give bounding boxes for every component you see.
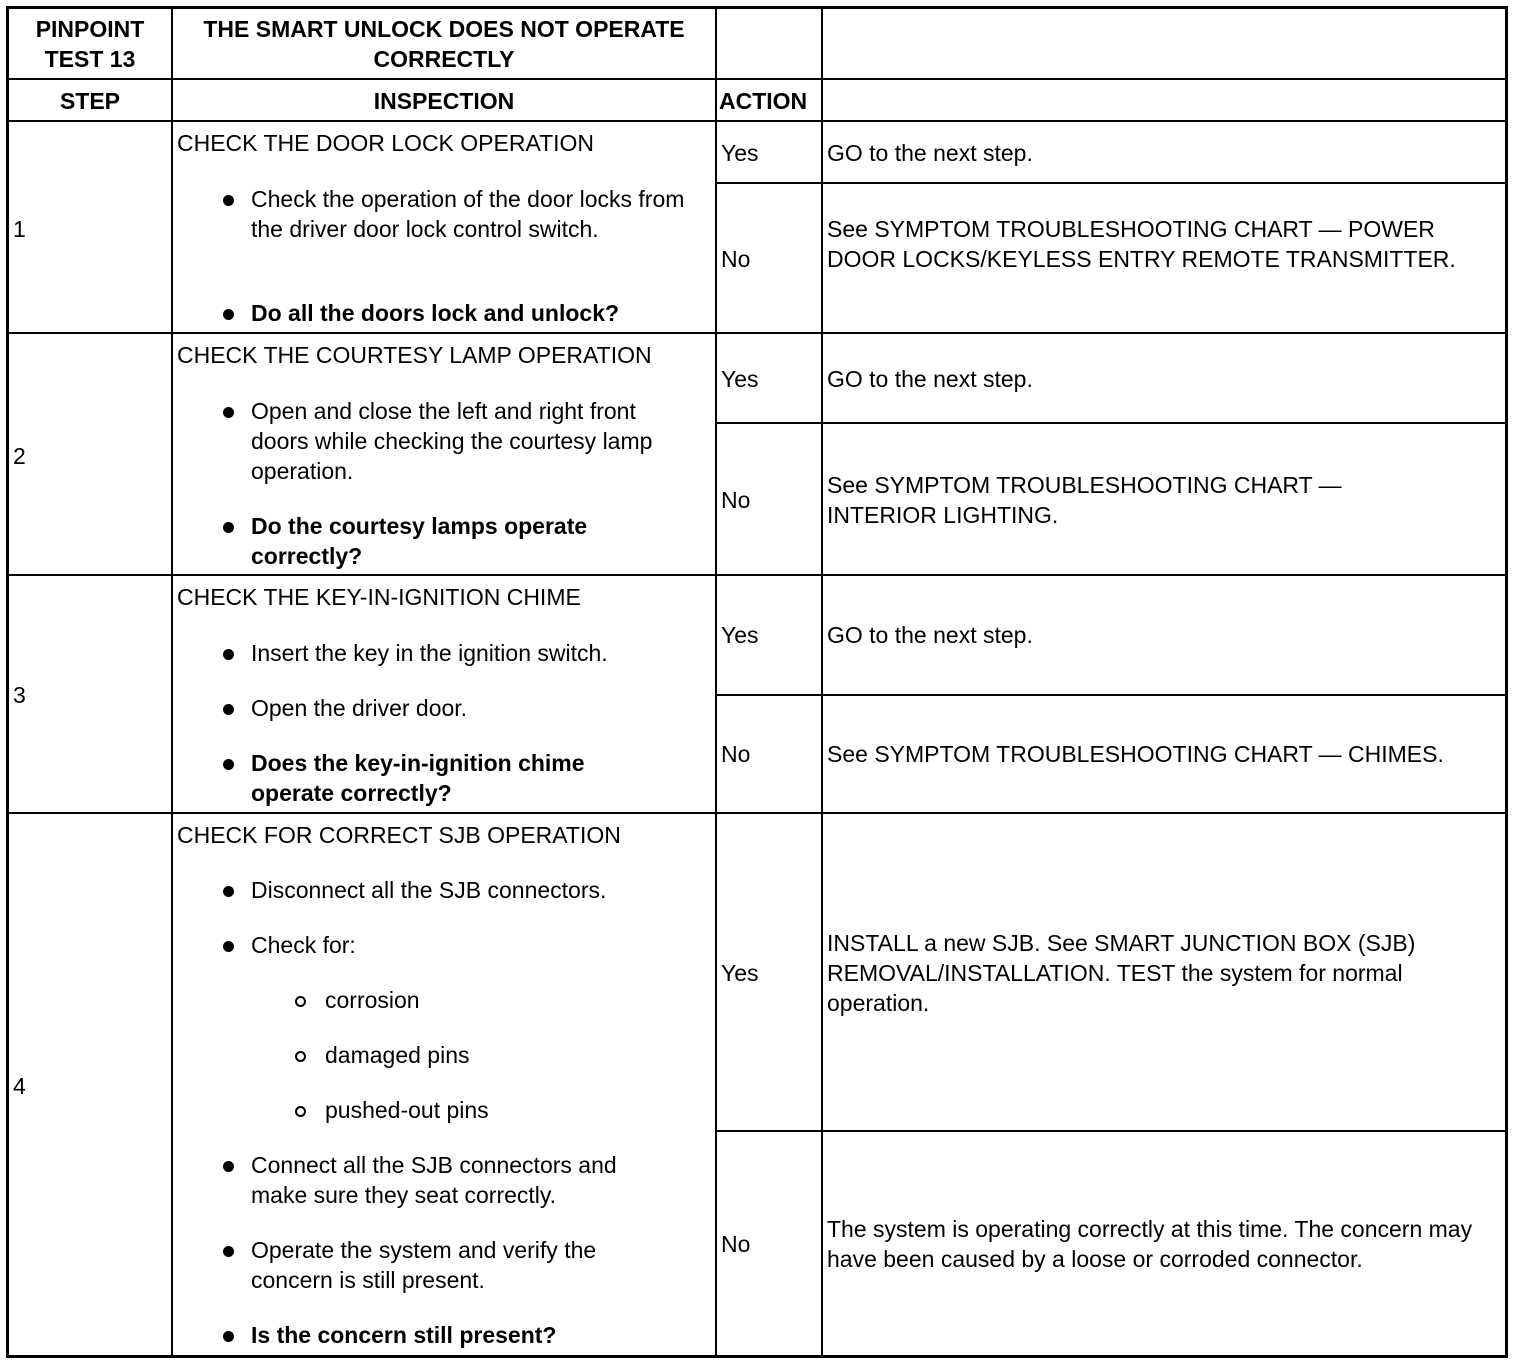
column-divider [715,9,717,1355]
inspection-question: Do all the doors lock and unlock? [251,300,620,326]
bullet-icon [223,407,234,418]
test-id: PINPOINT TEST 13 [35,16,145,72]
yes-action: INSTALL a new SJB. See SMART JUNCTION BOX (SJB) REMOVAL/INSTALLATION. TEST the system for normal operation. [827,930,1416,1016]
step-number: 1 [13,216,26,242]
bullet-icon [223,941,234,952]
yes-label: Yes [721,366,759,392]
yes-no-divider [715,182,1505,184]
row-divider [9,812,1505,814]
no-action: See SYMPTOM TROUBLESHOOTING CHART — CHIMES. [827,741,1444,767]
pinpoint-test-table [6,6,1508,1358]
sub-bullet-icon [295,996,306,1007]
yes-no-divider [715,422,1505,424]
no-action: The system is operating correctly at this time. The concern may have been caused by a loose or corroded connector. [827,1216,1473,1272]
inspection-bullet: Disconnect all the SJB connectors. [251,877,607,903]
bullet-icon [223,195,234,206]
inspection-sub-bullet: damaged pins [325,1042,470,1068]
inspection-sub-bullet: corrosion [325,987,420,1013]
no-label: No [721,487,751,513]
step-title: CHECK THE KEY-IN-IGNITION CHIME [177,584,581,610]
step-title: CHECK FOR CORRECT SJB OPERATION [177,822,621,848]
inspection-bullet: Open the driver door. [251,695,468,721]
bullet-icon [223,886,234,897]
no-label: No [721,246,751,272]
row-divider [9,574,1505,576]
sub-bullet-icon [295,1051,306,1062]
inspection-sub-bullet: pushed-out pins [325,1097,489,1123]
row-divider [9,120,1505,122]
no-action: See SYMPTOM TROUBLESHOOTING CHART — POWER DOOR LOCKS/KEYLESS ENTRY REMOTE TRANSMITTER. [827,216,1456,272]
row-divider [9,332,1505,334]
bullet-icon [223,522,234,533]
step-number: 2 [13,443,26,469]
step-title: CHECK THE DOOR LOCK OPERATION [177,130,595,156]
inspection-bullet: Connect all the SJB connectors and make sure they seat correctly. [251,1152,617,1208]
bullet-icon [223,704,234,715]
bullet-icon [223,1331,234,1342]
yes-label: Yes [721,622,759,648]
no-action: See SYMPTOM TROUBLESHOOTING CHART — INTERIOR LIGHTING. [827,472,1342,528]
inspection-question: Do the courtesy lamps operate correctly? [251,513,588,569]
bullet-icon [223,1246,234,1257]
no-label: No [721,1231,751,1257]
bullet-icon [223,759,234,770]
yes-label: Yes [721,960,759,986]
bullet-icon [223,1161,234,1172]
column-divider [821,9,823,1355]
inspection-bullet: Check for: [251,932,356,958]
yes-label: Yes [721,140,759,166]
yes-no-divider [715,1130,1505,1132]
yes-action: GO to the next step. [827,366,1033,392]
row-divider [9,78,1505,80]
inspection-question: Is the concern still present? [251,1322,557,1348]
sub-bullet-icon [295,1106,306,1117]
bullet-icon [223,309,234,320]
inspection-bullet: Insert the key in the ignition switch. [251,640,608,666]
yes-action: GO to the next step. [827,622,1033,648]
yes-action: GO to the next step. [827,140,1033,166]
column-header-step: STEP [59,88,121,114]
no-label: No [721,741,751,767]
step-number: 4 [13,1073,26,1099]
bullet-icon [223,649,234,660]
column-header-inspection: INSPECTION [373,88,515,114]
yes-no-divider [715,694,1505,696]
step-title: CHECK THE COURTESY LAMP OPERATION [177,342,652,368]
column-header-action: ACTION [719,88,808,114]
column-divider [171,9,173,1355]
inspection-bullet: Check the operation of the door locks from the driver door lock control switch. [251,186,685,242]
step-number: 3 [13,682,26,708]
inspection-bullet: Operate the system and verify the concern is still present. [251,1237,597,1293]
inspection-question: Does the key-in-ignition chime operate correctly? [251,750,585,806]
inspection-bullet: Open and close the left and right front doors while checking the courtesy lamp operation. [251,398,653,484]
test-title: THE SMART UNLOCK DOES NOT OPERATE CORRECTLY [203,16,685,72]
